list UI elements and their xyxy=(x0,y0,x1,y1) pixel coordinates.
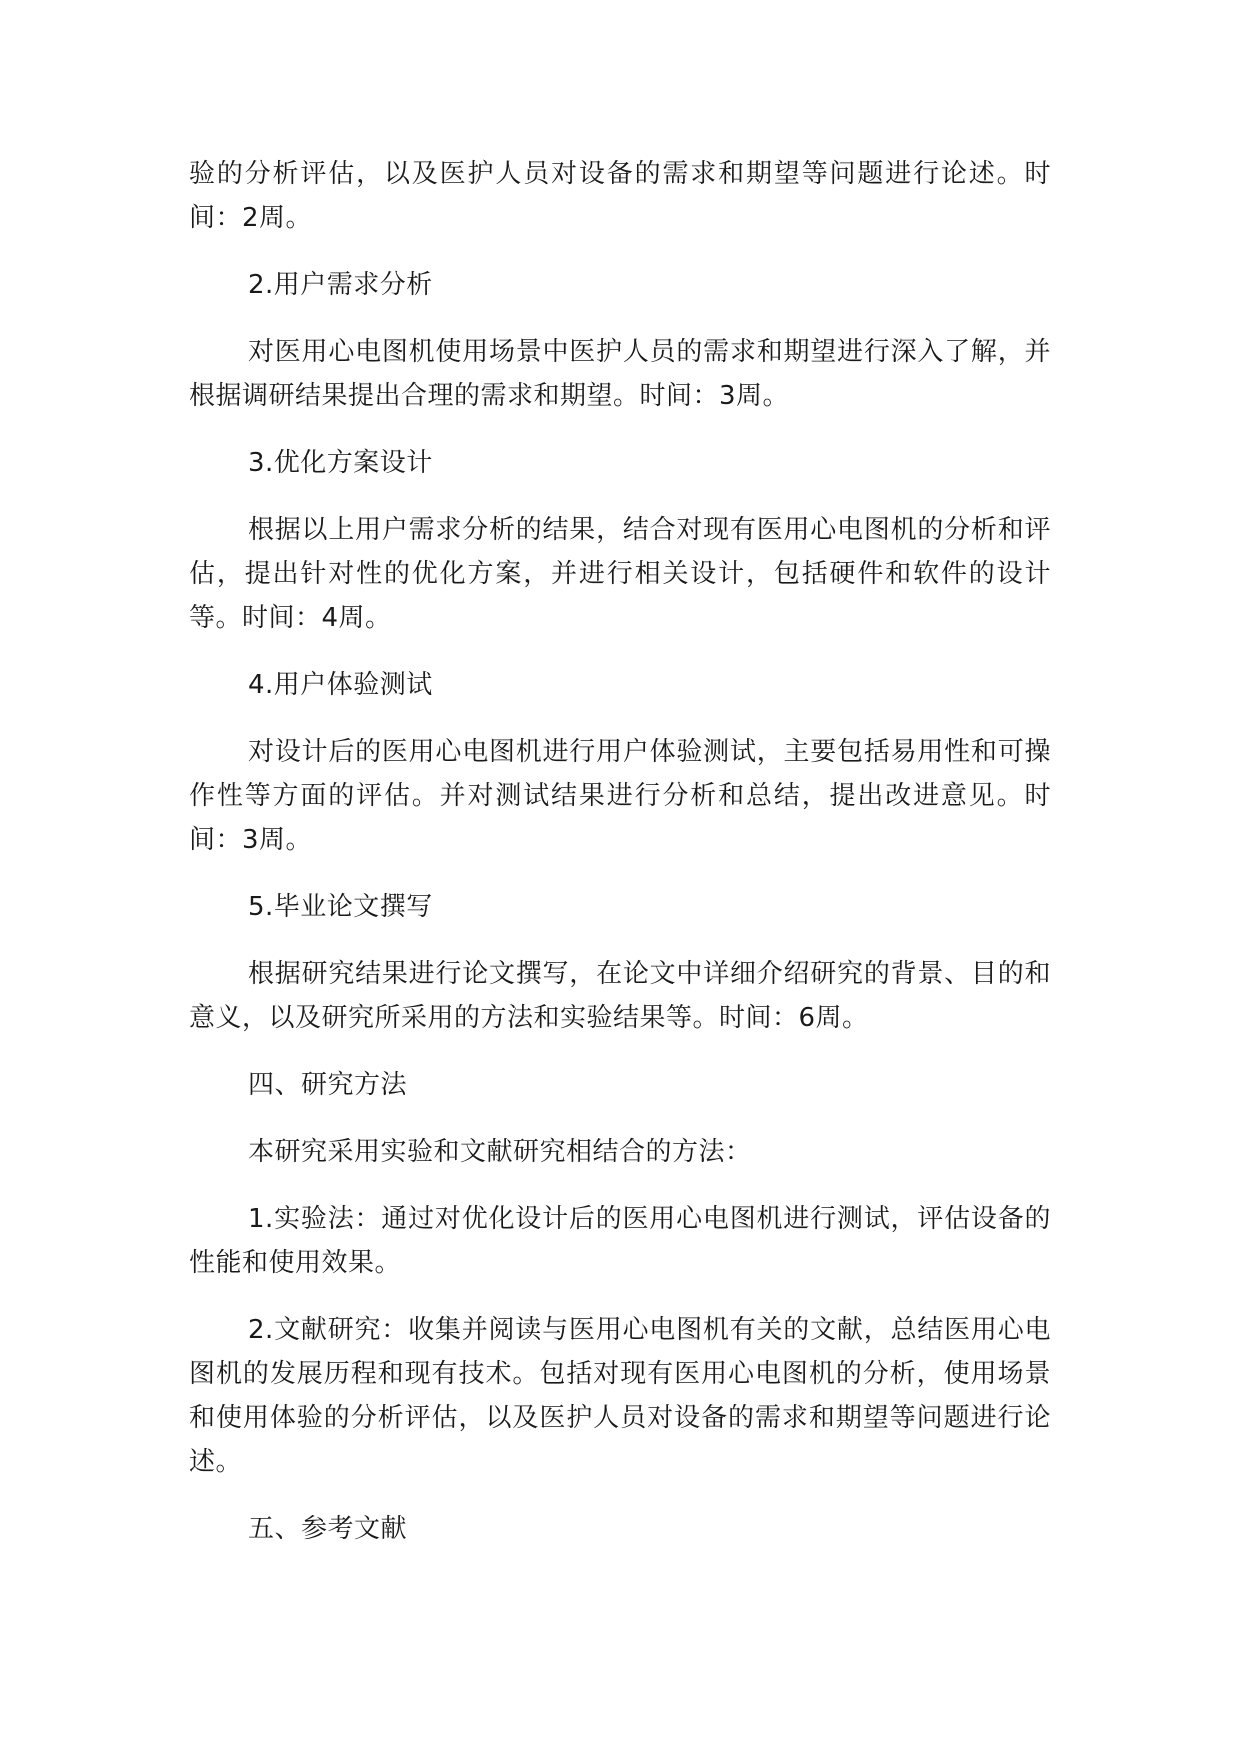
paragraph-ux-testing: 对设计后的医用心电图机进行用户体验测试，主要包括易用性和可操作性等方面的评估。并对测试结果进行分析和总结，提出改进意见。时间：3周。 xyxy=(189,737,1051,855)
paragraph-method-literature: 2.文献研究：收集并阅读与医用心电图机有关的文献，总结医用心电图机的发展历程和现有技术。包括对现有医用心电图机的分析，使用场景和使用体验的分析评估，以及医护人员对设备的需求和期望等问题进行论述。 xyxy=(189,1315,1051,1477)
paragraph-optimization: 根据以上用户需求分析的结果，结合对现有医用心电图机的分析和评估，提出针对性的优化方案，并进行相关设计，包括硬件和软件的设计等。时间：4周。 xyxy=(189,515,1051,633)
section-heading-ux-testing: 4.用户体验测试 xyxy=(248,670,433,700)
paragraph-continued: 验的分析评估，以及医护人员对设备的需求和期望等问题进行论述。时间：2周。 xyxy=(189,159,1051,233)
section-heading-user-needs: 2.用户需求分析 xyxy=(248,270,433,300)
section-heading-references: 五、参考文献 xyxy=(248,1514,408,1544)
paragraph-methods-intro: 本研究采用实验和文献研究相结合的方法： xyxy=(248,1137,752,1167)
paragraph-method-experiment: 1.实验法：通过对优化设计后的医用心电图机进行测试，评估设备的性能和使用效果。 xyxy=(189,1204,1051,1278)
section-heading-research-methods: 四、研究方法 xyxy=(248,1070,408,1100)
document-body xyxy=(189,152,1051,1574)
section-heading-optimization: 3.优化方案设计 xyxy=(248,448,433,478)
paragraph-thesis-writing: 根据研究结果进行论文撰写，在论文中详细介绍研究的背景、目的和意义，以及研究所采用的方法和实验结果等。时间：6周。 xyxy=(189,959,1051,1033)
paragraph-user-needs: 对医用心电图机使用场景中医护人员的需求和期望进行深入了解，并根据调研结果提出合理的需求和期望。时间：3周。 xyxy=(189,337,1051,411)
section-heading-thesis-writing: 5.毕业论文撰写 xyxy=(248,892,433,922)
